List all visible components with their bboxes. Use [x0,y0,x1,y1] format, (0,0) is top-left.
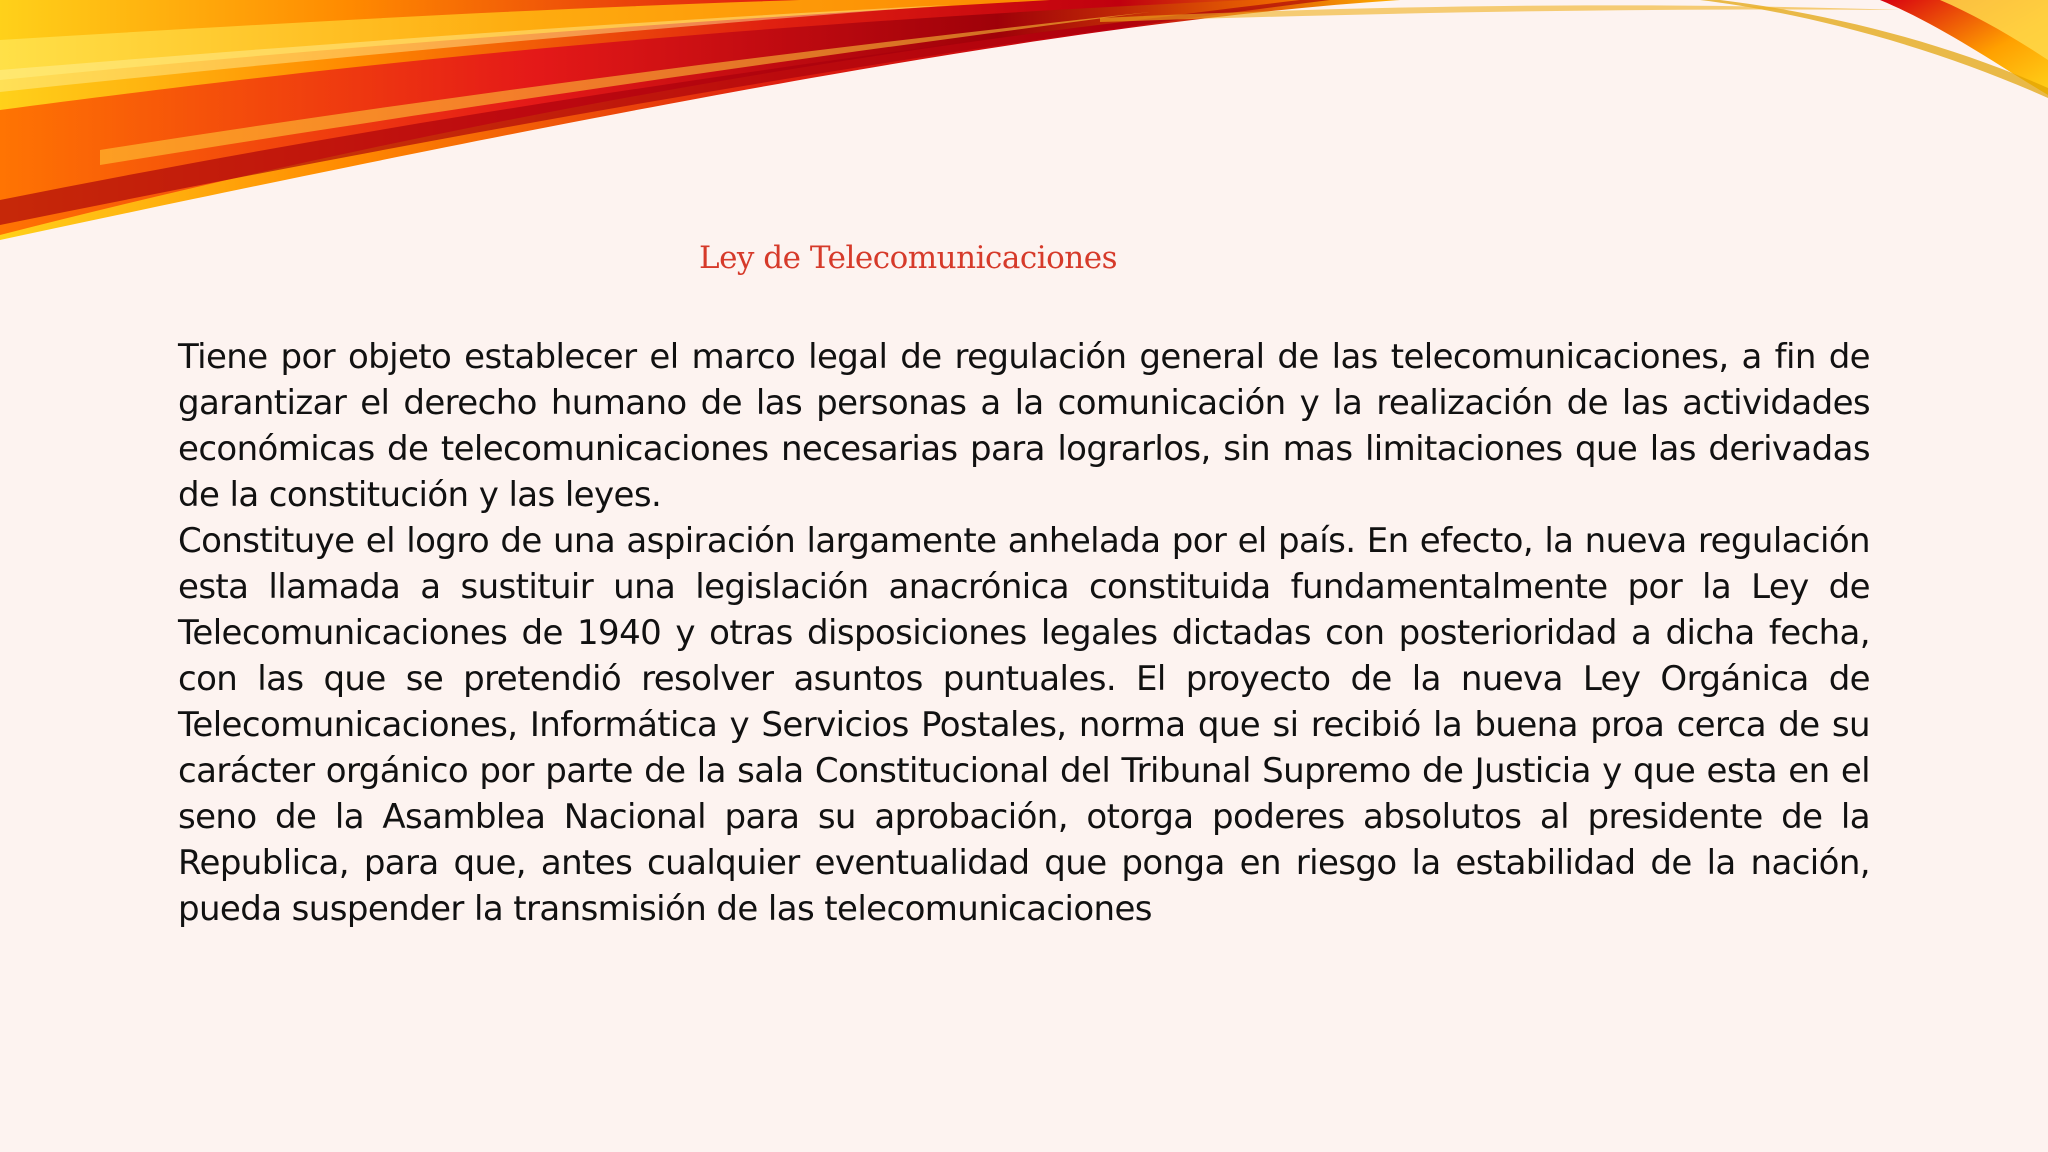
slide-body [178,334,1870,932]
paragraph-logro: Constituye el logro de una aspiración largamente anhelada por el país. En efecto, la nueva regulación esta llamada a sustituir una legislación anacrónica constituida fundamentalmente por la Ley de Telecomunicaciones de 1940 y otras disposiciones legales dictadas con posterioridad a dicha fecha, con las que se pretendió resolver asuntos puntuales. El proyecto de la nueva Ley Orgánica de Telecomunicaciones, Informática y Servicios Postales, norma que si recibió la buena proa cerca de su carácter orgánico por parte de la sala Constitucional del Tribunal Supremo de Justicia y que esta en el seno de la Asamblea Nacional para su aprobación, otorga poderes absolutos al presidente de la Republica, para que, antes cualquier eventualidad que ponga en riesgo la estabilidad de la nación, pueda suspender la transmisión de las telecomunicaciones [178,521,1870,929]
slide-title: Ley de Telecomunicaciones [699,240,1117,276]
paragraph-objetivo: Tiene por objeto establecer el marco legal de regulación general de las telecomunicaciones, a fin de garantizar el derecho humano de las personas a la comunicación y la realización de las actividades económicas de telecomunicaciones necesarias para lograrlos, sin mas limitaciones que las derivadas de la constitución y las leyes. [178,337,1870,515]
flame-ribbon-banner [0,0,2048,260]
